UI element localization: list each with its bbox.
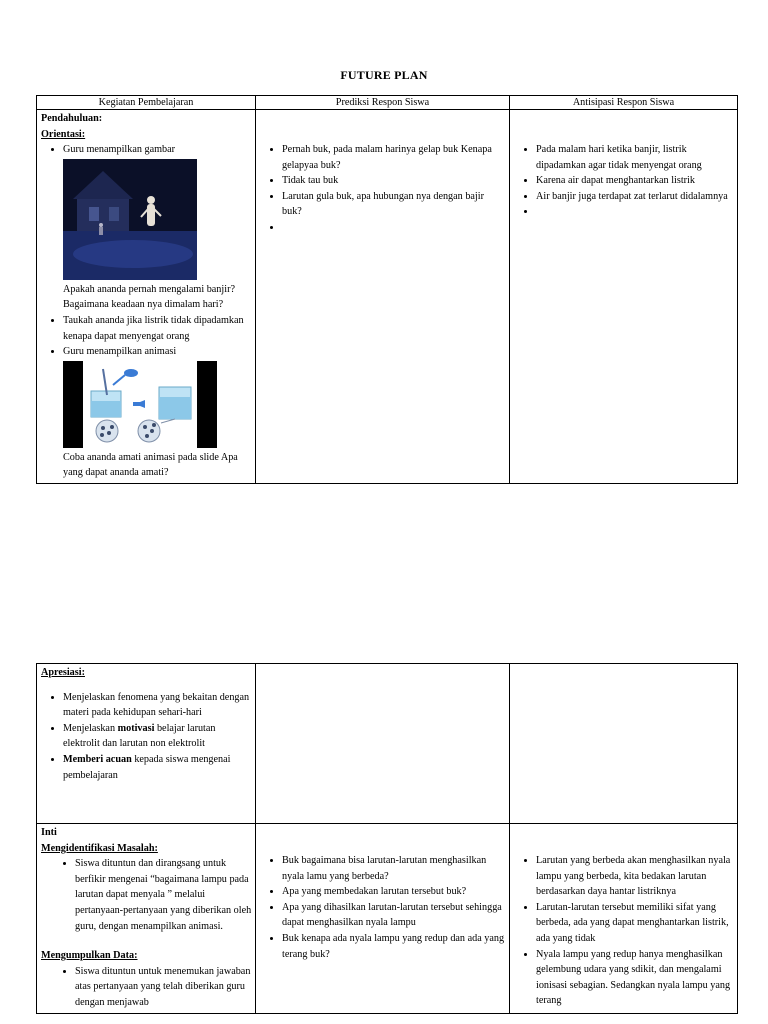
question-text: Apakah ananda pernah mengalami banjir? Bagaimana keadaan nya dimalam hari?	[63, 283, 235, 311]
antisipasi-cell	[510, 664, 738, 824]
kegiatan-cell	[37, 824, 256, 1014]
header-antisipasi: Antisipasi Respon Siswa	[510, 96, 738, 110]
list-item: • Apa yang dihasilkan larutan-larutan tersebut sehingga dapat menghasilkan nyala lampu	[282, 900, 505, 931]
flood-night-photo	[63, 159, 197, 280]
future-plan-table-1	[36, 95, 738, 484]
antisipasi-cell	[510, 824, 738, 1014]
activity-list	[41, 142, 251, 481]
prediksi-cell	[256, 824, 510, 1014]
future-plan-table-2	[36, 663, 738, 1014]
header-row	[37, 96, 738, 110]
list-item: • Memberi acuan kepada siswa mengenai pembelajaran	[63, 752, 251, 783]
list-item: • Karena air dapat menghantarkan listrik	[536, 173, 733, 189]
list-item: • Siswa dituntun untuk menemukan jawaban atas pertanyaan yang telah diberikan guru dengan menjawab	[75, 964, 253, 1011]
section-heading: Pendahuluan:	[41, 113, 103, 124]
list-item	[282, 220, 505, 236]
list-item: • Siswa dituntun dan dirangsang untuk berfikir mengenai “bagaimana lampu pada larutan dapat menyala ” melalui pertanyaan-pertanyaan yang diberikan oleh guru, dengan menampilkan animasi.	[75, 856, 253, 934]
table-row	[37, 664, 738, 824]
list-item: • Pada malam hari ketika banjir, listrik dipadamkan agar tidak menyengat orang	[536, 142, 733, 173]
header-kegiatan: Kegiatan Pembelajaran	[37, 96, 256, 110]
page-title: FUTURE PLAN	[340, 68, 428, 82]
list-item: • Tidak tau buk	[282, 173, 505, 189]
prediction-list	[260, 142, 505, 236]
anticipation-list	[514, 142, 733, 220]
list-item: • Larutan-larutan tersebut memiliki sifat yang berbeda, ada yang dapat menghantarkan listrik, ada yang tidak	[536, 900, 733, 947]
list-item-text: Guru menampilkan gambar	[63, 144, 176, 156]
list-item: • Nyala lampu yang redup hanya menghasilkan gelembung udara yang sdikit, dan mengalami ionisasi sebagian. Sedangkan nyala lampu yang terang	[536, 947, 733, 1009]
list-item: • Buk bagaimana bisa larutan-larutan menghasilkan nyala lamu yang berbeda?	[282, 853, 505, 884]
list-item	[63, 344, 251, 481]
header-prediksi: Prediksi Respon Siswa	[256, 96, 510, 110]
list-item: • Buk kenapa ada nyala lampu yang redup dan ada yang terang buk?	[282, 931, 505, 962]
list-item: • Larutan yang berbeda akan menghasilkan nyala lampu yang berbeda, kita bedakan larutan berdasarkan daya hantar listriknya	[536, 853, 733, 900]
list-item-text: Guru menampilkan animasi	[63, 346, 177, 358]
list-item: • Pernah buk, pada malam harinya gelap buk Kenapa gelapyaa buk?	[282, 142, 505, 173]
section-heading: Apresiasi:	[41, 667, 85, 678]
list-item: • Apa yang membedakan larutan tersebut buk?	[282, 884, 505, 900]
list-item: • Taukah ananda jika listrik tidak dipadamkan kenapa dapat menyengat orang	[63, 313, 251, 344]
activity-list	[41, 690, 251, 784]
list-item	[536, 204, 733, 220]
list-item: • Menjelaskan motivasi belajar larutan elektrolit dan larutan non elektrolit	[63, 721, 251, 752]
section-subheading: Orientasi:	[41, 128, 86, 140]
table-row	[37, 110, 738, 484]
list-item: • Larutan gula buk, apa hubungan nya dengan bajir buk?	[282, 189, 505, 220]
activity-list	[41, 964, 253, 1011]
section-subheading: Mengumpulkan Data:	[41, 950, 138, 962]
section-heading: Inti	[41, 827, 57, 838]
prediksi-cell	[256, 664, 510, 824]
prediksi-cell	[256, 110, 510, 484]
section-subheading: Mengidentifikasi Masalah:	[41, 842, 158, 854]
question-text: Coba ananda amati animasi pada slide Apa yang dapat ananda amati?	[63, 451, 238, 479]
kegiatan-cell	[37, 110, 256, 484]
solution-animation-image	[63, 361, 217, 448]
kegiatan-cell	[37, 664, 256, 824]
antisipasi-cell	[510, 110, 738, 484]
activity-list	[41, 856, 253, 934]
list-item: • Menjelaskan fenomena yang bekaitan dengan materi pada kehidupan sehari-hari	[63, 690, 251, 721]
list-item	[63, 142, 251, 313]
list-item: • Air banjir juga terdapat zat terlarut didalamnya	[536, 189, 733, 205]
table-row	[37, 824, 738, 1014]
anticipation-list	[514, 853, 733, 1009]
prediction-list	[260, 853, 505, 962]
